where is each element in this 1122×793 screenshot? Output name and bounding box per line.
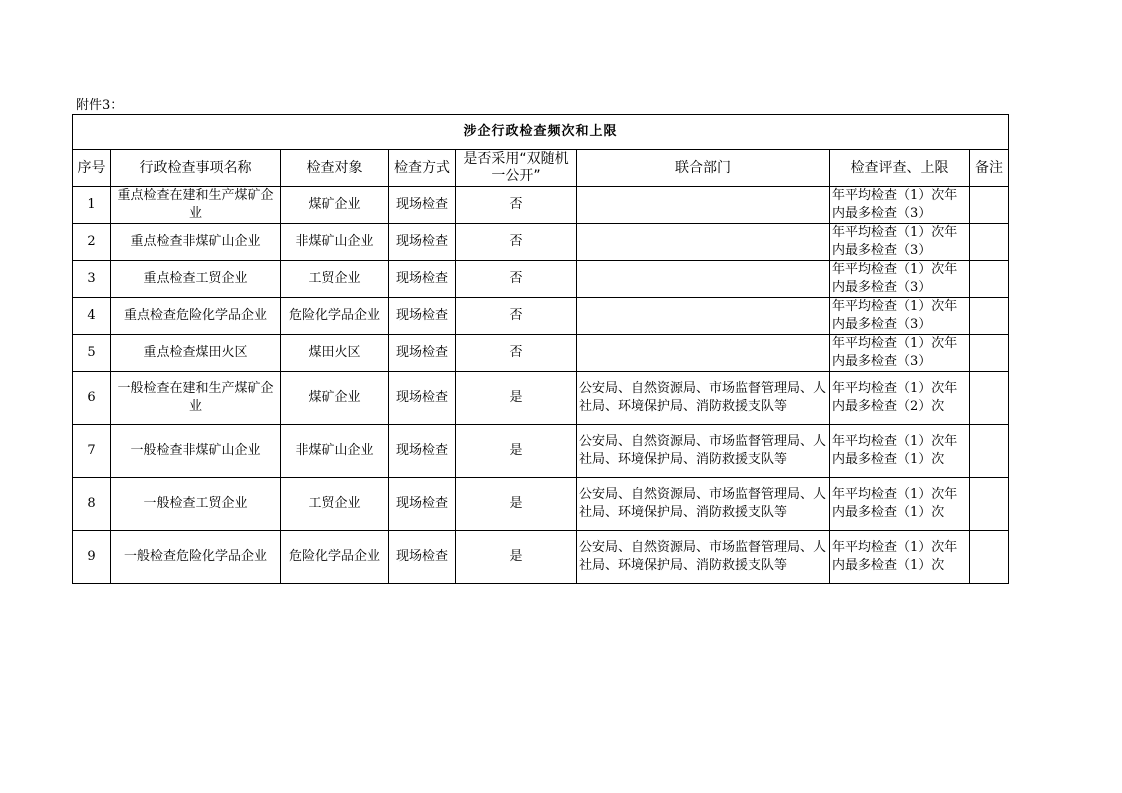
cell-note [970, 531, 1009, 584]
cell-target: 非煤矿山企业 [281, 224, 389, 261]
header-item: 行政检查事项名称 [111, 150, 281, 187]
cell-note [970, 224, 1009, 261]
cell-limit: 年平均检查（1）次年内最多检查（1）次 [830, 478, 970, 531]
table-row [73, 425, 1009, 478]
cell-dept [577, 261, 830, 298]
cell-seq: 6 [73, 372, 111, 425]
cell-random: 否 [456, 261, 577, 298]
cell-dept: 公安局、自然资源局、市场监督管理局、人社局、环境保护局、消防救援支队等 [577, 372, 830, 425]
cell-limit: 年平均检查（1）次年内最多检查（3） [830, 298, 970, 335]
cell-item: 一般检查工贸企业 [111, 478, 281, 531]
header-random: 是否采用“双随机一公开” [456, 150, 577, 187]
cell-dept: 公安局、自然资源局、市场监督管理局、人社局、环境保护局、消防救援支队等 [577, 425, 830, 478]
cell-target: 工贸企业 [281, 261, 389, 298]
cell-note [970, 335, 1009, 372]
cell-item: 重点检查危险化学品企业 [111, 298, 281, 335]
cell-note [970, 425, 1009, 478]
cell-note [970, 298, 1009, 335]
cell-method: 现场检查 [389, 224, 456, 261]
cell-target: 危险化学品企业 [281, 298, 389, 335]
cell-dept: 公安局、自然资源局、市场监督管理局、人社局、环境保护局、消防救援支队等 [577, 531, 830, 584]
cell-seq: 9 [73, 531, 111, 584]
cell-method: 现场检查 [389, 478, 456, 531]
cell-random: 是 [456, 531, 577, 584]
cell-random: 是 [456, 425, 577, 478]
cell-note [970, 261, 1009, 298]
cell-method: 现场检查 [389, 425, 456, 478]
cell-note [970, 187, 1009, 224]
cell-seq: 3 [73, 261, 111, 298]
cell-random: 否 [456, 298, 577, 335]
cell-target: 工贸企业 [281, 478, 389, 531]
header-seq: 序号 [73, 150, 111, 187]
cell-seq: 4 [73, 298, 111, 335]
cell-item: 重点检查煤田火区 [111, 335, 281, 372]
cell-dept [577, 335, 830, 372]
cell-limit: 年平均检查（1）次年内最多检查（3） [830, 261, 970, 298]
cell-item: 一般检查危险化学品企业 [111, 531, 281, 584]
cell-method: 现场检查 [389, 335, 456, 372]
cell-item: 重点检查在建和生产煤矿企业 [111, 187, 281, 224]
header-target: 检查对象 [281, 150, 389, 187]
cell-seq: 8 [73, 478, 111, 531]
cell-method: 现场检查 [389, 298, 456, 335]
cell-random: 是 [456, 478, 577, 531]
cell-target: 危险化学品企业 [281, 531, 389, 584]
cell-target: 煤矿企业 [281, 187, 389, 224]
cell-item: 重点检查工贸企业 [111, 261, 281, 298]
table-row [73, 187, 1009, 224]
header-note: 备注 [970, 150, 1009, 187]
cell-dept: 公安局、自然资源局、市场监督管理局、人社局、环境保护局、消防救援支队等 [577, 478, 830, 531]
cell-random: 否 [456, 187, 577, 224]
cell-method: 现场检查 [389, 261, 456, 298]
cell-item: 一般检查非煤矿山企业 [111, 425, 281, 478]
cell-limit: 年平均检查（1）次年内最多检查（1）次 [830, 531, 970, 584]
cell-seq: 1 [73, 187, 111, 224]
cell-random: 否 [456, 335, 577, 372]
cell-item: 重点检查非煤矿山企业 [111, 224, 281, 261]
cell-random: 是 [456, 372, 577, 425]
inspection-table [72, 114, 1009, 584]
table-row [73, 335, 1009, 372]
cell-limit: 年平均检查（1）次年内最多检查（2）次 [830, 372, 970, 425]
cell-method: 现场检查 [389, 531, 456, 584]
cell-seq: 5 [73, 335, 111, 372]
header-dept: 联合部门 [577, 150, 830, 187]
cell-dept [577, 187, 830, 224]
table-row [73, 261, 1009, 298]
cell-method: 现场检查 [389, 187, 456, 224]
cell-seq: 7 [73, 425, 111, 478]
table-row [73, 478, 1009, 531]
table-row [73, 298, 1009, 335]
cell-limit: 年平均检查（1）次年内最多检查（1）次 [830, 425, 970, 478]
table-row [73, 372, 1009, 425]
cell-dept [577, 224, 830, 261]
cell-target: 非煤矿山企业 [281, 425, 389, 478]
cell-method: 现场检查 [389, 372, 456, 425]
attachment-label: 附件3： [76, 98, 124, 113]
table-row [73, 224, 1009, 261]
cell-note [970, 478, 1009, 531]
table-row [73, 531, 1009, 584]
cell-seq: 2 [73, 224, 111, 261]
cell-target: 煤田火区 [281, 335, 389, 372]
cell-random: 否 [456, 224, 577, 261]
cell-limit: 年平均检查（1）次年内最多检查（3） [830, 335, 970, 372]
header-method: 检查方式 [389, 150, 456, 187]
cell-note [970, 372, 1009, 425]
cell-target: 煤矿企业 [281, 372, 389, 425]
header-limit: 检查评查、上限 [830, 150, 970, 187]
cell-dept [577, 298, 830, 335]
cell-item: 一般检查在建和生产煤矿企业 [111, 372, 281, 425]
cell-limit: 年平均检查（1）次年内最多检查（3） [830, 224, 970, 261]
cell-limit: 年平均检查（1）次年内最多检查（3） [830, 187, 970, 224]
header-row [73, 150, 1009, 187]
page-title: 涉企行政检查频次和上限 [73, 115, 1009, 150]
